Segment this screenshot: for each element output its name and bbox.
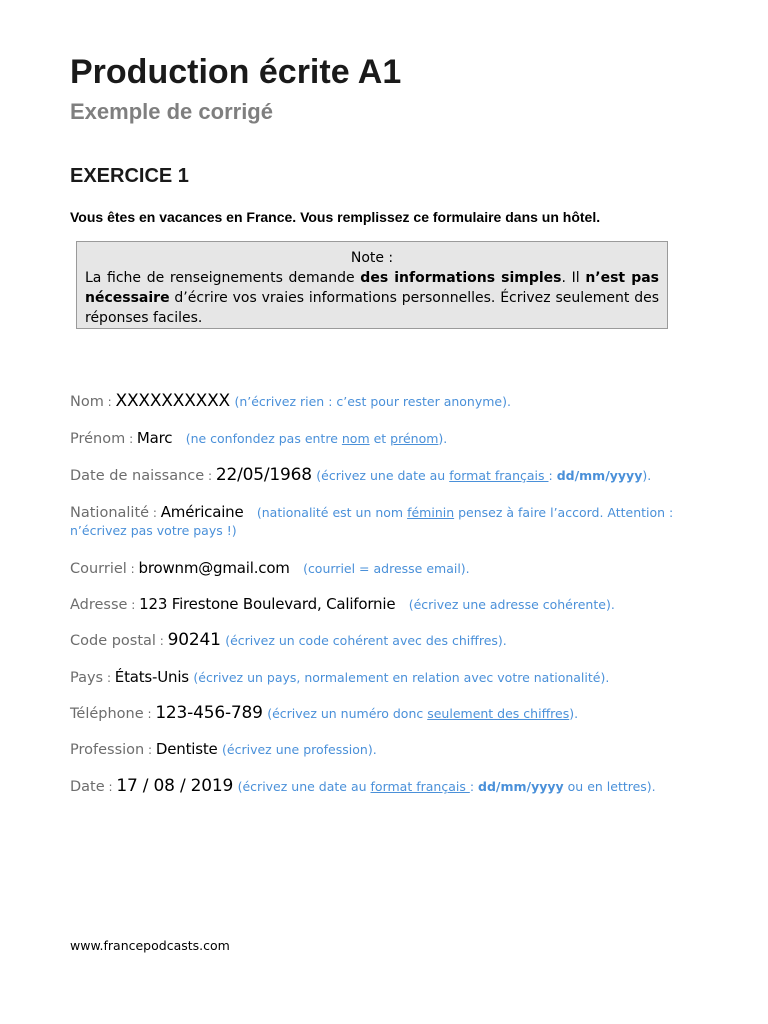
- field-label: Adresse: [70, 597, 128, 613]
- field-separator: :: [149, 506, 161, 520]
- field-hint: (écrivez un pays, normalement en relation avec votre nationalité).: [193, 670, 610, 685]
- note-text: d’écrire vos vraies informations personnelles. Écrivez seulement des réponses faciles.: [85, 290, 659, 326]
- exercise-heading: EXERCICE 1: [70, 165, 189, 187]
- field-separator: :: [126, 562, 139, 576]
- field-value: XXXXXXXXXX: [115, 391, 230, 411]
- field-separator: :: [103, 671, 115, 685]
- field-value: 123 Firestone Boulevard, Californie: [139, 595, 396, 613]
- field-hint: (écrivez un numéro donc seulement des chiffres).: [267, 706, 579, 721]
- field-hint: (écrivez un code cohérent avec des chiffres).: [225, 633, 507, 648]
- page-subtitle: Exemple de corrigé: [70, 99, 273, 124]
- field-separator: :: [127, 598, 140, 612]
- field-code-postal: [70, 631, 690, 650]
- field-pays: [70, 668, 690, 687]
- field-date-de-naissance: [70, 466, 690, 485]
- field-value: 123-456-789: [155, 703, 263, 723]
- field-label: Date de naissance: [70, 468, 205, 484]
- field-value: Dentiste: [155, 740, 218, 758]
- field-profession: [70, 740, 690, 759]
- field-courriel: [70, 559, 690, 578]
- field-value: brownm@gmail.com: [138, 559, 290, 577]
- footer-url: www.francepodcasts.com: [70, 938, 230, 953]
- field-separator: :: [155, 634, 168, 648]
- field-label: Profession: [70, 742, 145, 758]
- field-adresse: [70, 595, 690, 614]
- field-date: [70, 777, 690, 796]
- note-title: Note :: [350, 250, 394, 266]
- field-nom: [70, 392, 690, 411]
- field-label: Courriel: [70, 561, 127, 577]
- field-hint: (nationalité est un nom féminin pensez à faire l’accord. Attention : n’écrivez pas votre pays !): [70, 505, 674, 538]
- note-text: . Il: [561, 270, 586, 286]
- field-separator: :: [144, 743, 156, 757]
- field-separator: :: [143, 707, 156, 721]
- field-prenom: [70, 429, 690, 448]
- exercise-instruction: Vous êtes en vacances en France. Vous remplissez ce formulaire dans un hôtel.: [70, 209, 601, 225]
- field-separator: :: [125, 432, 137, 446]
- field-label: Nationalité: [70, 505, 150, 521]
- field-separator: :: [104, 780, 117, 794]
- field-value: 90241: [167, 630, 221, 650]
- note-text: La fiche de renseignements demande: [85, 270, 361, 286]
- field-nationalite: [70, 503, 690, 540]
- field-hint: (écrivez une date au format français : dd/mm/yyyy).: [316, 468, 652, 483]
- field-hint: (courriel = adresse email).: [303, 561, 470, 576]
- field-value: Marc: [136, 429, 173, 447]
- field-label: Date: [70, 779, 105, 795]
- note-emphasis: n’est pas nécessaire: [85, 270, 660, 306]
- field-separator: :: [103, 395, 116, 409]
- field-label: Nom: [70, 394, 104, 410]
- field-hint: (écrivez une adresse cohérente).: [408, 597, 615, 612]
- field-hint: (ne confondez pas entre nom et prénom).: [185, 431, 448, 446]
- field-value: 17 / 08 / 2019: [116, 776, 234, 796]
- field-value: 22/05/1968: [215, 465, 312, 485]
- note-box: [76, 241, 668, 329]
- field-label: Pays: [70, 670, 104, 686]
- page-title: Production écrite A1: [70, 53, 402, 91]
- note-emphasis: des informations simples: [360, 270, 562, 286]
- field-hint: (écrivez une date au format français : dd/mm/yyyy ou en lettres).: [237, 779, 656, 794]
- field-value: Américaine: [160, 503, 244, 521]
- field-label: Code postal: [70, 633, 156, 649]
- field-separator: :: [204, 469, 216, 483]
- field-value: États-Unis: [114, 668, 189, 686]
- field-label: Téléphone: [70, 706, 144, 722]
- field-telephone: [70, 704, 690, 723]
- field-hint: (n’écrivez rien : c’est pour rester anonyme).: [234, 394, 511, 409]
- field-hint: (écrivez une profession).: [222, 742, 377, 757]
- note-body: [85, 268, 659, 328]
- field-label: Prénom: [70, 431, 126, 447]
